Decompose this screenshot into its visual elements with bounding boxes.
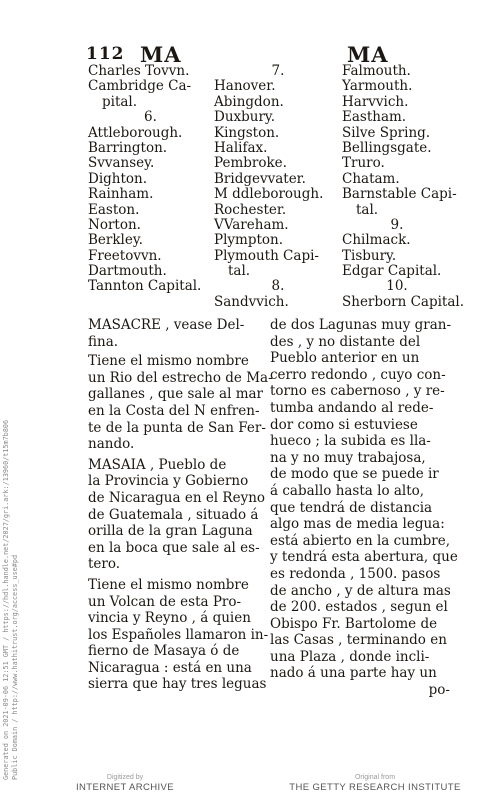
town-entry: Plymouth Capi- <box>214 247 319 264</box>
entry-paragraph <box>88 456 266 573</box>
town-entry: Silve Spring. <box>342 124 431 141</box>
entry-paragraph <box>88 317 258 350</box>
hathitrust-sidebar <box>2 419 19 780</box>
town-entry: Chatam. <box>342 170 400 187</box>
text-line: fina. <box>88 333 119 350</box>
text-line: MASACRE , vease Del- <box>88 317 245 333</box>
town-entry: Harvvich. <box>342 93 409 110</box>
district-number: 9. <box>390 216 404 233</box>
text-line: vincia y Reyno , á quien <box>88 610 251 627</box>
text-line: fierno de Masaya ó de <box>88 643 240 660</box>
text-line: á caballo hasta lo alto, <box>270 482 425 499</box>
body-column-right <box>270 317 458 699</box>
body-column-left <box>88 317 273 693</box>
town-entry: Duxbury. <box>214 109 276 126</box>
town-entry: Abingdon. <box>214 93 284 110</box>
town-entry: Freetovvn. <box>88 247 162 264</box>
town-entry: pital. <box>102 93 138 110</box>
original-from-block <box>280 773 470 794</box>
town-entry: Svvansey. <box>88 155 155 172</box>
public-domain-line: Public Domain / http://www.hathitrust.org/access_use#pd <box>11 554 19 780</box>
header-left-letters: MA <box>140 42 182 67</box>
town-entry: Dartmouth. <box>88 263 167 280</box>
text-line: hueco ; la subida es lla- <box>270 433 431 450</box>
town-entry: Eastham. <box>342 109 407 126</box>
text-line: una Plaza , donde incli- <box>270 648 430 665</box>
text-line: na y no muy trabajosa, <box>270 449 426 466</box>
town-entry: Berkley. <box>88 232 143 249</box>
text-line: orilla de la gran Laguna <box>88 523 253 540</box>
text-line: Tiene el mismo nombre <box>88 353 249 370</box>
text-line: de ancho , y de altura mas <box>270 582 451 599</box>
town-entry: tal. <box>228 263 251 280</box>
town-entry: VVareham. <box>214 216 289 233</box>
text-line: es redonda , 1500. pasos <box>270 565 441 582</box>
text-line: Tiene el mismo nombre <box>88 576 249 593</box>
town-entry: Sandvvich. <box>214 293 289 310</box>
town-column-1 <box>88 64 213 295</box>
text-line: la Provincia y Gobierno <box>88 473 249 490</box>
text-line: cerro redondo , cuyo con- <box>270 366 446 383</box>
text-line: de modo que se puede ir <box>270 466 439 483</box>
town-entry: Charles Tovvn. <box>88 63 190 79</box>
district-number: 7. <box>271 63 285 79</box>
district-number: 6. <box>144 109 157 126</box>
text-line: MASAIA , Pueblo de <box>88 456 227 473</box>
text-line: nado á una parte hay un <box>270 665 437 682</box>
text-line: que tendrá de distancia <box>270 499 433 516</box>
text-line: las Casas , terminando en <box>270 632 447 649</box>
text-line: tero. <box>88 556 121 573</box>
entry-paragraph <box>88 576 269 693</box>
text-line: nando. <box>88 436 135 453</box>
text-line: de Nicaragua en el Reyno <box>88 489 266 506</box>
town-entry: Bellingsgate. <box>342 139 432 156</box>
entry-paragraph <box>88 353 273 453</box>
original-from-label: Original from <box>354 774 396 781</box>
getty-institute-label: THE GETTY RESEARCH INSTITUTE <box>289 782 461 793</box>
town-entry: Chilmack. <box>342 232 411 249</box>
town-entry: Tannton Capital. <box>88 278 202 295</box>
town-entry: Easton. <box>88 201 140 218</box>
town-entry: Yarmouth. <box>342 78 413 95</box>
text-line: algo mas de media legua: <box>270 516 445 533</box>
text-line: y tendrá esta abertura, que <box>270 549 458 566</box>
header-right-letters: MA <box>347 42 389 67</box>
text-line: te de la punta de San Fer- <box>88 419 266 436</box>
text-line: en la boca que sale al es- <box>88 539 260 556</box>
generated-line: Generated on 2021-09-06 12:51 GMT / https://hdl.handle.net/2027/gri.ark:/13960/t15m7b806 <box>2 419 10 780</box>
text-line: de dos Lagunas muy gran- <box>270 317 452 333</box>
text-line: Pueblo anterior en un <box>270 350 420 367</box>
text-line: Obispo Fr. Bartolome de <box>270 615 438 632</box>
town-entry: Hanover. <box>214 78 276 95</box>
text-line: un Rio del estrecho de Ma- <box>88 369 273 386</box>
district-number: 10. <box>386 278 408 295</box>
town-entry: Kingston. <box>214 124 280 141</box>
text-line: dor como si estuviese <box>270 416 418 433</box>
text-line: sierra que hay tres leguas <box>88 676 267 693</box>
text-line: torno es cabernoso , y re- <box>270 383 445 400</box>
text-line: de Guatemala , situado á <box>88 506 259 523</box>
catchword: po- <box>428 682 450 699</box>
digitized-by-block <box>60 773 190 794</box>
town-entry: Barrington. <box>88 139 168 156</box>
page-number: 112 <box>86 44 125 64</box>
district-number: 8. <box>271 278 285 295</box>
town-entry: Halifax. <box>214 139 268 156</box>
internet-archive-label: INTERNET ARCHIVE <box>75 782 175 793</box>
town-entry: Attleborough. <box>88 124 183 141</box>
town-entry: M ddleborough. <box>214 186 324 203</box>
town-entry: Sherborn Capital. <box>342 293 465 310</box>
text-line: gallanes , que sale al mar <box>88 386 264 403</box>
text-line: tumba andando al rede- <box>270 399 434 416</box>
town-entry: Dighton. <box>88 170 148 187</box>
town-entry: Barnstable Capi- <box>342 186 457 203</box>
text-line: está abierto en la cumbre, <box>270 532 451 549</box>
town-entry: Truro. <box>342 155 385 172</box>
text-line: un Volcan de esta Pro- <box>88 593 242 610</box>
town-entry: Rainham. <box>88 186 154 203</box>
town-entry: Bridgevvater. <box>214 170 306 187</box>
text-line: los Españoles llamaron in- <box>88 626 269 643</box>
text-line: de 200. estados , segun el <box>270 599 448 616</box>
text-line: Nicaragua : está en una <box>88 659 252 676</box>
town-column-2 <box>214 64 342 310</box>
town-entry: tal. <box>356 201 379 218</box>
town-entry: Rochester. <box>214 201 287 218</box>
town-column-3 <box>342 63 465 310</box>
town-entry: Edgar Capital. <box>342 263 442 280</box>
town-entry: Plympton. <box>214 232 284 249</box>
text-line: des , y no distante del <box>270 333 421 350</box>
town-entry: Tisbury. <box>342 247 397 264</box>
town-entry: Norton. <box>88 216 141 233</box>
digitized-by-label: Digitized by <box>106 774 144 781</box>
town-entry: Cambridge Ca- <box>88 78 192 95</box>
town-entry: Falmouth. <box>342 63 411 79</box>
town-entry: Pembroke. <box>214 155 287 172</box>
text-line: en la Costa del N enfren- <box>88 402 260 419</box>
